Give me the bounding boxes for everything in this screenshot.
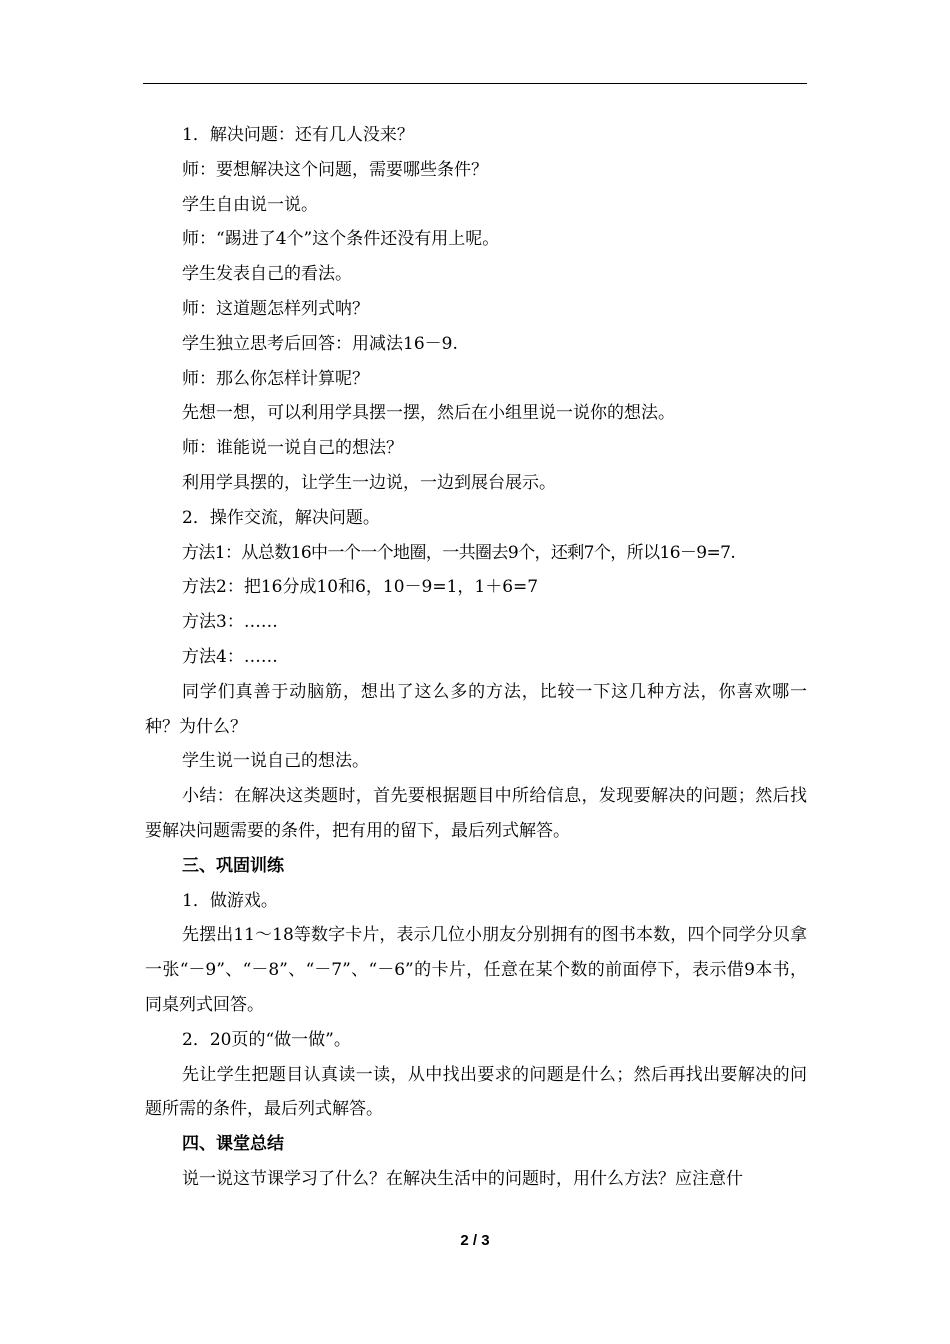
paragraph: 小结：在解决这类题时，首先要根据题目中所给信息，发现要解决的问题；然后找要解决问题需要的条件，把有用的留下，最后列式解答。	[145, 786, 807, 841]
paragraph: 学生说一说自己的想法。	[182, 751, 369, 772]
paragraph: 方法2：把16分成10和6，10－9=1，1＋6=7	[182, 577, 539, 598]
paragraph: 师：“踢进了4个”这个条件还没有用上呢。	[182, 229, 500, 250]
paragraph: 学生发表自己的看法。	[182, 264, 352, 285]
paragraph: 师：谁能说一说自己的想法？	[182, 438, 403, 459]
paragraph: 师：那么你怎样计算呢？	[182, 368, 369, 389]
paragraph: 方法3：……	[182, 612, 278, 633]
paragraph: 方法4：……	[182, 646, 278, 667]
paragraph: 师：要想解决这个问题，需要哪些条件？	[182, 159, 488, 180]
paragraph: 2．操作交流，解决问题。	[182, 507, 380, 528]
section-heading: 四、课堂总结	[182, 1134, 284, 1155]
paragraph: 方法1：从总数16中一个一个地圈，一共圈去9个，还剩7个，所以16－9=7.	[182, 542, 736, 563]
paragraph: 利用学具摆的，让学生一边说，一边到展台展示。	[182, 472, 556, 493]
paragraph: 学生自由说一说。	[182, 194, 318, 215]
paragraph: 先让学生把题目认真读一读，从中找出要求的问题是什么；然后再找出要解决的问题所需的条件，最后列式解答。	[145, 1064, 807, 1120]
page-number: 2 / 3	[460, 1232, 490, 1249]
header-rule	[143, 83, 807, 84]
paragraph: 师：这道题怎样列式呐？	[182, 298, 369, 319]
paragraph: 学生独立思考后回答：用减法16－9.	[182, 333, 458, 354]
section-heading: 三、巩固训练	[182, 855, 284, 876]
paragraph: 说一说这节课学习了什么？在解决生活中的问题时，用什么方法？应注意什	[182, 1168, 743, 1189]
paragraph: 1．解决问题：还有几人没来？	[182, 125, 414, 145]
paragraph: 2．20页的“做一做”。	[182, 1029, 351, 1050]
document-body	[145, 118, 807, 1197]
paragraph: 先想一想，可以利用学具摆一摆，然后在小组里说一说你的想法。	[182, 403, 675, 424]
paragraph: 先摆出11～18等数字卡片，表示几位小朋友分别拥有的图书本数，四个同学分贝拿一张“－9”、“－8”、“－7”、“－6”的卡片，任意在某个数的前面停下，表示借9本书，同桌列式回答。	[145, 925, 807, 1015]
paragraph: 同学们真善于动脑筋，想出了这么多的方法，比较一下这几种方法，你喜欢哪一种？为什么？	[145, 681, 807, 737]
paragraph: 1．做游戏。	[182, 890, 278, 911]
